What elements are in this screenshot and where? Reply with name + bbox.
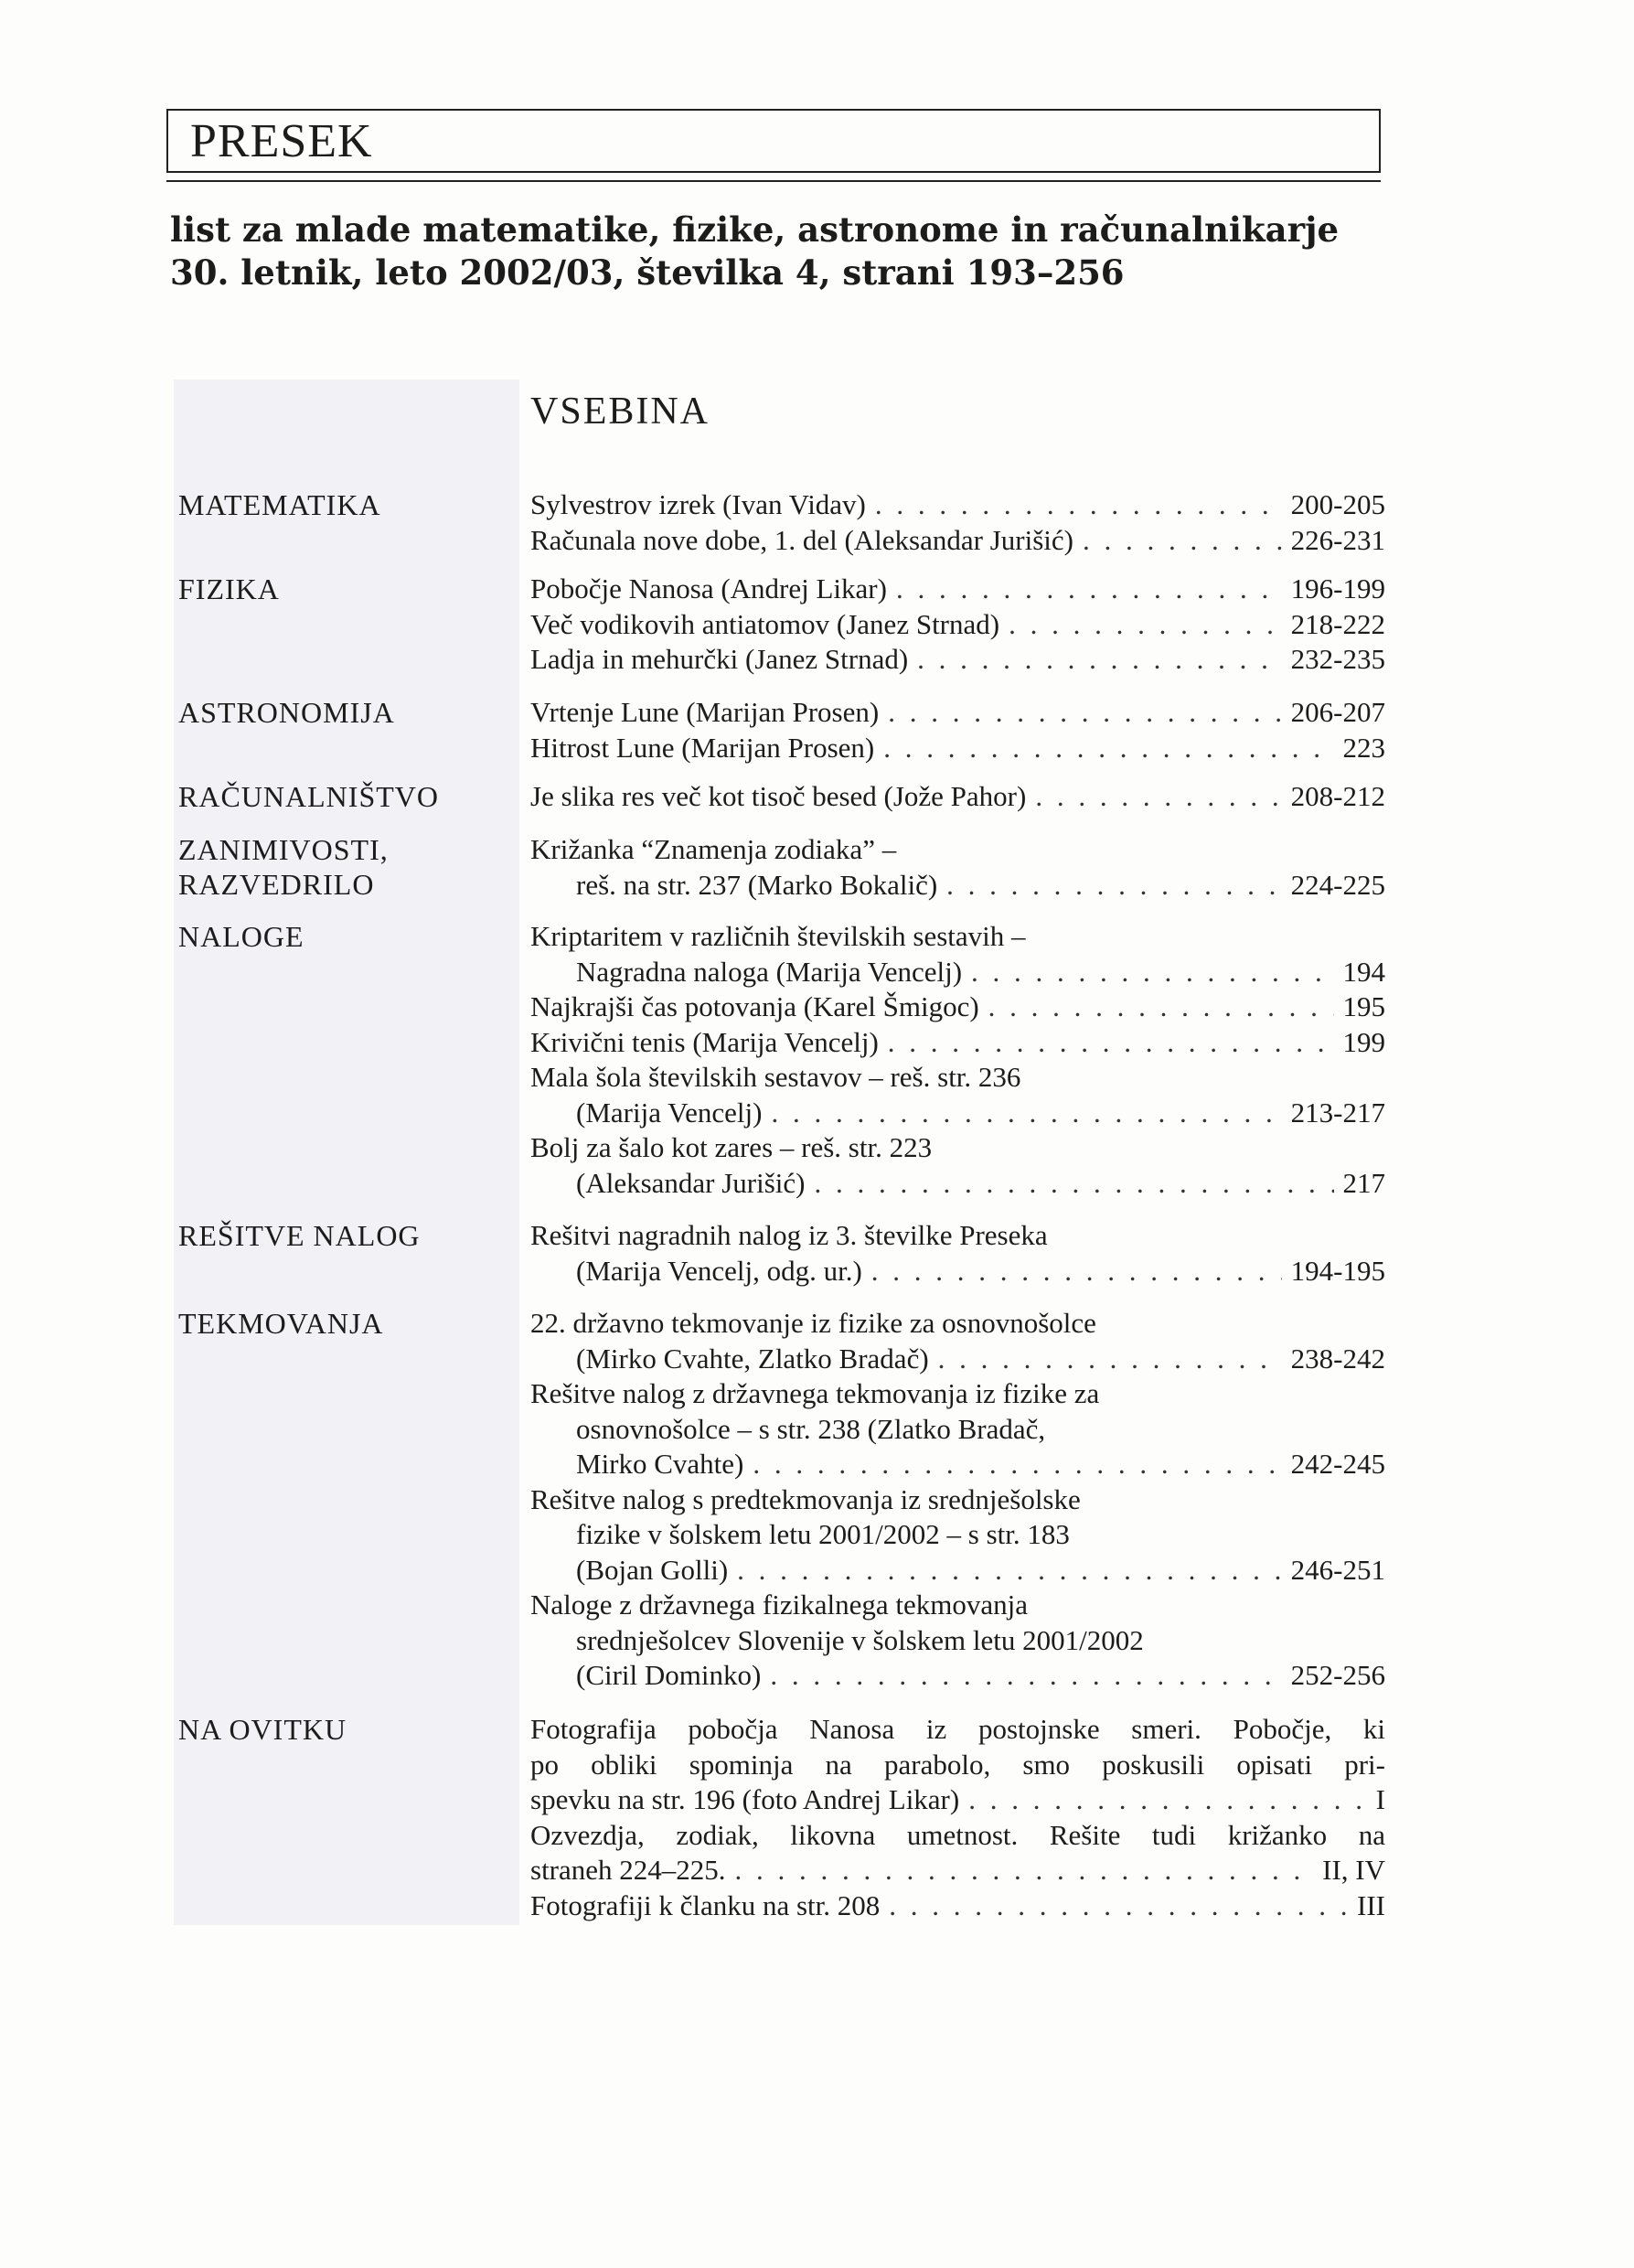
entry-pages: 238-242 [1290,1342,1385,1375]
toc-entry [530,523,1385,559]
entry-text: Več vodikovih antiatomov (Janez Strnad) [530,607,1000,640]
entry-text: Nagradna naloga (Marija Vencelj) [576,955,963,988]
leader-dots [737,1553,1282,1589]
leader-dots [770,1658,1281,1694]
entry-text: 22. državno tekmovanje iz fizike za osnovnošolce [530,1307,1096,1339]
subtitle-line: list za mlade matematike, fizike, astronome in računalnikarje [170,209,1339,250]
leader-dots [888,695,1281,731]
masthead-rule [166,180,1381,182]
category-line: ZANIMIVOSTI, [178,833,389,866]
entry-text: Računala nove dobe, 1. del (Aleksandar Jurišić) [530,523,1073,556]
leader-dots [917,642,1282,678]
entry-text: Ladja in mehurčki (Janez Strnad) [530,643,909,675]
entry-text: Rešitve nalog z državnega tekmovanja iz fizike za [530,1377,1100,1409]
entry-pages: 213-217 [1290,1096,1385,1129]
section-category: NA OVITKU [178,1713,347,1746]
entry-text: (Ciril Dominko) [576,1659,762,1691]
leader-dots [938,1342,1282,1377]
entry-pages: 194 [1342,955,1385,988]
journal-title: PRESEK [190,115,373,167]
leader-dots [988,990,1334,1025]
entry-pages: 218-222 [1290,607,1385,640]
leader-dots [968,1782,1366,1818]
cover-text-line: Fotografija pobočja Nanosa iz postojnske smeri. Pobočje, ki [530,1713,1385,1745]
entry-text: Rešitvi nagradnih nalog iz 3. številke Preseka [530,1219,1048,1251]
entry-text: Naloge z državnega fizikalnega tekmovanja [530,1589,1028,1621]
entry-text: Najkrajši čas potovanja (Karel Šmigoc) [530,990,979,1022]
section-category: REŠITVE NALOG [178,1219,421,1252]
entry-pages: 226-231 [1290,523,1385,556]
entry-pages: 224-225 [1290,868,1385,901]
leader-dots [771,1096,1281,1131]
entry-text: (Bojan Golli) [576,1553,729,1586]
entry-text: Bolj za šalo kot zares – reš. str. 223 [530,1131,933,1163]
section-entries [530,695,1385,765]
masthead-box [166,109,1381,173]
entry-text: osnovnošolce – s str. 238 (Zlatko Bradač, [576,1412,1046,1445]
section-entries [530,779,1385,815]
entry-pages: 208-212 [1290,780,1385,812]
entry-pages: 200-205 [1290,488,1385,520]
toc-entry [530,1130,1385,1201]
section-entries [530,1306,1385,1694]
entry-text: straneh 224–225. [530,1854,726,1886]
cover-text-line: Ozvezdja, zodiak, likovna umetnost. Rešite tudi križanko na [530,1818,1385,1851]
section-entries [530,487,1385,558]
entry-text: Kriptaritem v različnih številskih sestavih – [530,920,1026,952]
leader-dots [971,955,1333,990]
section-category: FIZIKA [178,572,280,605]
entry-pages: 217 [1342,1166,1385,1199]
leader-dots [815,1166,1334,1202]
cover-text-line: po obliki spominja na parabolo, smo poskusili opisati pri- [530,1748,1385,1781]
toc-entry [530,607,1385,643]
entry-text: srednješolcev Slovenije v šolskem letu 2001/2002 [576,1623,1144,1656]
entry-pages: I [1375,1783,1385,1815]
entry-text: (Mirko Cvahte, Zlatko Bradač) [576,1342,929,1375]
toc-entry [530,919,1385,990]
entry-pages: 196-199 [1290,572,1385,604]
entry-text: reš. na str. 237 (Marko Bokalič) [576,868,938,901]
section-category [178,832,526,902]
toc-entry [530,1025,1385,1061]
toc-entry [530,487,1385,523]
toc-entry [530,1306,1385,1376]
entry-text: (Marija Vencelj) [576,1096,763,1129]
entry-text: Fotografiji k članku na str. 208 [530,1888,881,1921]
toc-entry [530,1482,1385,1589]
section-category: MATEMATIKA [178,488,381,521]
toc-entry [530,1060,1385,1130]
leader-dots [1009,607,1282,643]
section-entries [530,832,1385,903]
section-entries [530,1218,1385,1289]
entry-text: Hitrost Lune (Marijan Prosen) [530,731,875,764]
toc-entry [530,832,1385,903]
cover-description [530,1712,1385,1923]
toc-entry [530,1376,1385,1482]
entry-pages: 223 [1342,731,1385,764]
leader-dots [888,1025,1334,1061]
entry-text: (Marija Vencelj, odg. ur.) [576,1254,862,1287]
entry-text: Pobočje Nanosa (Andrej Likar) [530,572,887,604]
entry-text: Vrtenje Lune (Marijan Prosen) [530,696,880,728]
toc-entry [530,695,1385,731]
entry-pages: 246-251 [1290,1553,1385,1586]
subtitle-line: 30. letnik, leto 2002/03, številka 4, strani 193–256 [170,252,1125,293]
leader-dots [1083,523,1282,559]
entry-text: fizike v šolskem letu 2001/2002 – s str. 183 [576,1518,1070,1550]
category-line: RAZVEDRILO [178,868,375,901]
leader-dots [946,868,1282,904]
toc-entry [530,1218,1385,1289]
entry-pages: 194-195 [1290,1254,1385,1287]
leader-dots [871,1254,1282,1289]
entry-text: Rešitve nalog s predtekmovanja iz srednješolske [530,1482,1081,1515]
entry-text: Križanka “Znamenja zodiaka” – [530,833,897,865]
entry-text: Mirko Cvahte) [576,1448,744,1480]
entry-text: Sylvestrov izrek (Ivan Vidav) [530,488,866,520]
entry-pages: 242-245 [1290,1448,1385,1480]
leader-dots [889,1888,1348,1924]
leader-dots [896,572,1282,607]
category-column-background [174,380,519,1925]
section-entries [530,572,1385,678]
toc-entry [530,572,1385,607]
toc-entry [530,731,1385,766]
entry-pages: III [1357,1888,1385,1921]
section-category: NALOGE [178,920,304,953]
section-category: TEKMOVANJA [178,1307,384,1340]
toc-entry [530,990,1385,1025]
entry-pages: 206-207 [1290,696,1385,728]
entry-pages: 252-256 [1290,1659,1385,1691]
toc-heading: VSEBINA [530,390,710,433]
entry-text: Mala šola številskih sestavov – reš. str. 236 [530,1061,1021,1093]
leader-dots [753,1447,1281,1482]
leader-dots [875,487,1282,523]
toc-entry [530,779,1385,815]
entry-text: spevku na str. 196 (foto Andrej Likar) [530,1783,960,1815]
toc-entry [530,642,1385,678]
toc-entry [530,1588,1385,1694]
section-category: ASTRONOMIJA [178,696,395,729]
section-entries [530,919,1385,1201]
section-category: RAČUNALNIŠTVO [178,780,439,813]
entry-text: (Aleksandar Jurišić) [576,1166,806,1199]
entry-pages: 199 [1342,1025,1385,1058]
entry-pages: II, IV [1322,1854,1385,1886]
entry-pages: 195 [1342,990,1385,1022]
entry-text: Krivični tenis (Marija Vencelj) [530,1025,879,1058]
leader-dots [1035,779,1281,815]
journal-subtitle [170,209,1450,294]
entry-pages: 232-235 [1290,643,1385,675]
entry-text: Je slika res več kot tisoč besed (Jože Pahor) [530,780,1027,812]
leader-dots [735,1853,1314,1888]
leader-dots [883,731,1333,766]
